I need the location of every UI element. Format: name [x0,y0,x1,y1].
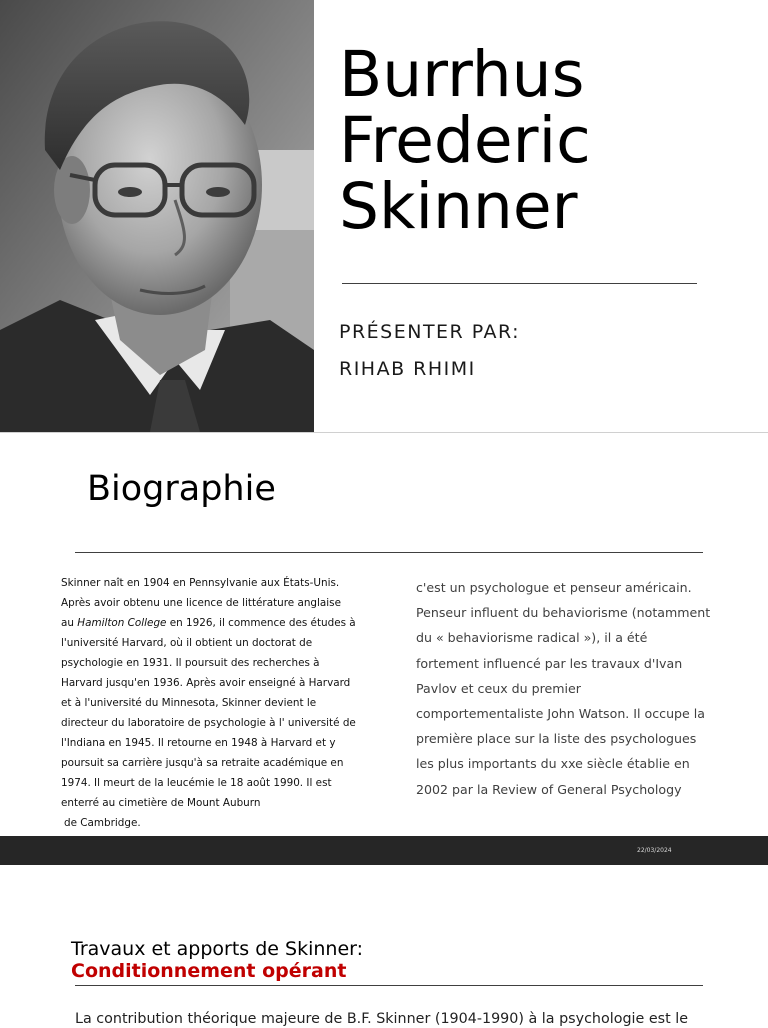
footer-date: 22/03/2024 [637,847,672,854]
title-line-3: Skinner [339,170,578,243]
portrait-illustration [0,0,314,432]
work-subtitle: Conditionnement opérant [71,960,347,982]
college-name: Hamilton College [77,617,167,629]
title-divider [342,283,697,284]
bio-text-last-line: de Cambridge. [64,817,141,829]
title-line-1: Burrhus [339,38,585,111]
title-slide [0,0,768,432]
title-line-2: Frederic [339,104,591,177]
portrait-photo [0,0,314,432]
work-body-text: La contribution théorique majeure de B.F. Skinner (1904-1990) à la psychologie est le [75,1011,689,1027]
biography-slide [0,433,768,836]
presentation-title [339,38,591,243]
slide-footer-bar [0,836,768,865]
bio-text-part1: Skinner naît en 1904 en Pennsylvanie aux États-Unis. Après avoir obtenu une licence de littérature anglaise au [61,577,341,629]
work-divider [75,985,703,986]
biography-left-paragraph [61,573,356,813]
biography-divider [75,552,703,553]
biography-title: Biographie [87,469,276,509]
bio-text-part2: en 1926, il commence des études à l'université Harvard, où il obtient un doctorat de psychologie en 1931. Il poursuit des recherches à Harvard jusqu'en 1936. Après avoir enseigné à Harvard et à l'université du Minnesota, Skinner devient le directeur du laboratoire de psychologie à l' université de l'Indiana en 1945. Il retourne en 1948 à Harvard et y poursuit sa carrière jusqu'à sa retraite académique en 1974. Il meurt de la leucémie le 18 août 1990. Il est enterré au cimetière de Mount Auburn [61,617,356,809]
work-slide [0,865,768,1027]
presenter-label: PRÉSENTER PAR: [339,321,521,343]
biography-right-column: c'est un psychologue et penseur américain. Penseur influent du behaviorisme (notamment du « behaviorisme radical »), il a été fortement influencé par les travaux d'Ivan Pavlov et ceux du premier comportementaliste John Watson. Il occupe la première place sur la liste des psychologues les plus importants du xxe siècle établie en 2002 par la Review of General Psychology [416,580,711,797]
presenter-name: RIHAB RHIMI [339,358,476,380]
biography-left-column [61,573,356,833]
work-title: Travaux et apports de Skinner: [71,938,364,960]
